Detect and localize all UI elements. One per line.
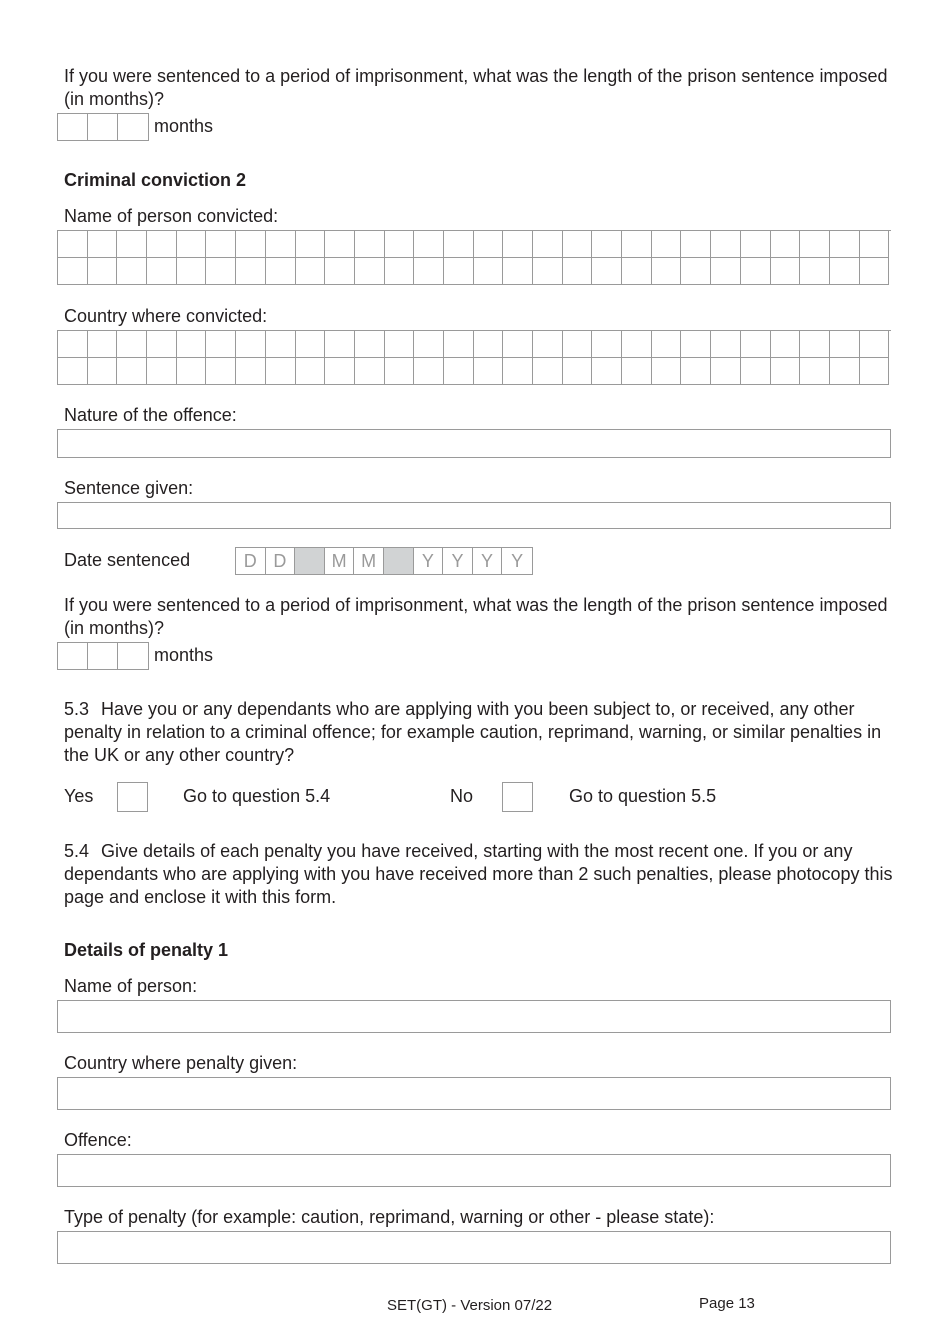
penalty-1-heading: Details of penalty 1 (64, 940, 229, 960)
penalty-type-field[interactable] (57, 1231, 891, 1264)
char-box[interactable] (117, 358, 147, 385)
char-box[interactable] (147, 331, 177, 358)
char-box[interactable] (58, 331, 88, 358)
date-separator (295, 548, 325, 574)
date-sentenced-label: Date sentenced (64, 550, 191, 570)
char-box[interactable] (177, 331, 207, 358)
char-box[interactable] (503, 331, 533, 358)
footer-version: SET(GT) - Version 07/22 (387, 1297, 553, 1314)
char-box[interactable] (325, 258, 355, 285)
char-box[interactable] (147, 358, 177, 385)
sentence-given-label: Sentence given: (64, 478, 194, 498)
char-box[interactable] (563, 231, 593, 258)
penalty-name-field[interactable] (57, 1000, 891, 1033)
char-box[interactable] (355, 231, 385, 258)
char-box[interactable] (117, 258, 147, 285)
question-5-3 (64, 698, 894, 767)
char-box[interactable] (296, 258, 326, 285)
char-box[interactable] (800, 331, 830, 358)
char-box[interactable] (355, 358, 385, 385)
char-box[interactable] (860, 358, 890, 385)
char-box[interactable] (58, 231, 88, 258)
char-box[interactable] (830, 258, 860, 285)
question-text: Have you or any dependants who are applying with you been subject to, or received, any other penalty in relation to a criminal offence; for example caution, reprimand, warning, or similar penalties in the UK or any other country? (64, 699, 882, 765)
char-box[interactable] (206, 331, 236, 358)
name-convicted-input-grid[interactable] (57, 230, 891, 285)
char-box[interactable] (325, 358, 355, 385)
char-box[interactable] (117, 231, 147, 258)
char-box[interactable] (533, 231, 563, 258)
date-digit[interactable]: Y (511, 551, 524, 571)
char-box[interactable] (147, 231, 177, 258)
prison-sentence-question-1: If you were sentenced to a period of imprisonment, what was the length of the prison sentence imposed (in months)? (64, 66, 888, 109)
char-box[interactable] (592, 331, 622, 358)
char-box[interactable] (830, 231, 860, 258)
date-digit[interactable]: Y (443, 548, 473, 574)
char-box[interactable] (711, 358, 741, 385)
char-box[interactable] (88, 358, 118, 385)
char-box[interactable] (681, 258, 711, 285)
conviction-2-heading: Criminal conviction 2 (64, 170, 247, 190)
char-box[interactable] (860, 331, 890, 358)
char-box[interactable] (800, 358, 830, 385)
char-box[interactable] (681, 331, 711, 358)
prison-sentence-question-2: If you were sentenced to a period of imprisonment, what was the length of the prison sentence imposed (in months)? (64, 595, 888, 638)
char-box[interactable] (681, 231, 711, 258)
char-box[interactable] (503, 258, 533, 285)
char-box[interactable] (771, 258, 801, 285)
name-convicted-label: Name of person convicted: (64, 206, 279, 226)
char-box[interactable] (58, 358, 88, 385)
char-box[interactable] (860, 231, 890, 258)
char-box[interactable] (385, 331, 415, 358)
char-box[interactable] (563, 358, 593, 385)
char-box[interactable] (533, 358, 563, 385)
char-box[interactable] (236, 331, 266, 358)
country-convicted-label: Country where convicted: (64, 306, 268, 326)
date-digit[interactable]: Y (473, 548, 503, 574)
char-box[interactable] (177, 258, 207, 285)
char-box[interactable] (474, 331, 504, 358)
char-box[interactable] (503, 358, 533, 385)
char-box[interactable] (711, 331, 741, 358)
char-box[interactable] (117, 331, 147, 358)
char-box[interactable] (266, 258, 296, 285)
footer-page-number: Page 13 (699, 1295, 755, 1312)
char-box[interactable] (236, 358, 266, 385)
date-digit[interactable]: D (266, 548, 296, 574)
char-box[interactable] (474, 258, 504, 285)
months-label-2: months (154, 645, 214, 665)
date-separator (384, 548, 414, 574)
char-box[interactable] (266, 358, 296, 385)
char-box[interactable] (830, 358, 860, 385)
char-box[interactable] (503, 231, 533, 258)
char-box[interactable] (355, 331, 385, 358)
char-box[interactable] (563, 258, 593, 285)
char-box[interactable] (266, 331, 296, 358)
char-box[interactable] (414, 258, 444, 285)
penalty-name-label: Name of person: (64, 976, 198, 996)
char-box[interactable] (533, 331, 563, 358)
char-box[interactable] (385, 231, 415, 258)
date-sentenced-input[interactable] (235, 547, 533, 575)
nature-offence-label: Nature of the offence: (64, 405, 237, 425)
char-box[interactable] (58, 258, 88, 285)
char-box[interactable] (622, 331, 652, 358)
char-box[interactable] (592, 231, 622, 258)
char-box[interactable] (177, 358, 207, 385)
char-box[interactable] (296, 331, 326, 358)
char-box[interactable] (771, 231, 801, 258)
char-box[interactable] (711, 231, 741, 258)
char-box[interactable] (88, 231, 118, 258)
penalty-offence-field[interactable] (57, 1154, 891, 1187)
char-box[interactable] (414, 231, 444, 258)
char-box[interactable] (711, 258, 741, 285)
char-box[interactable] (652, 231, 682, 258)
question-5-4 (64, 840, 894, 909)
nature-offence-field[interactable] (57, 429, 891, 458)
char-box[interactable] (355, 258, 385, 285)
char-box[interactable] (444, 231, 474, 258)
char-box[interactable] (385, 258, 415, 285)
char-box[interactable] (444, 331, 474, 358)
char-box[interactable] (296, 231, 326, 258)
char-box[interactable] (325, 331, 355, 358)
char-box[interactable] (236, 258, 266, 285)
char-box[interactable] (533, 258, 563, 285)
char-box[interactable] (652, 331, 682, 358)
char-box[interactable] (444, 258, 474, 285)
char-box[interactable] (414, 331, 444, 358)
char-box[interactable] (266, 231, 296, 258)
char-box[interactable] (592, 258, 622, 285)
char-box[interactable] (88, 331, 118, 358)
char-box[interactable] (622, 358, 652, 385)
char-box[interactable] (206, 231, 236, 258)
question-text: Give details of each penalty you have received, starting with the most recent one. If you or any dependants who are applying with you have received more than 2 such penalties, please photocopy this page and enclose it with this form. (64, 841, 893, 907)
char-box[interactable] (147, 258, 177, 285)
char-box[interactable] (860, 258, 890, 285)
char-box[interactable] (681, 358, 711, 385)
char-box[interactable] (771, 358, 801, 385)
char-box[interactable] (800, 231, 830, 258)
sentence-given-field[interactable] (57, 502, 891, 529)
char-box[interactable] (652, 258, 682, 285)
char-box[interactable] (325, 231, 355, 258)
prison-months-input-1[interactable] (57, 113, 149, 141)
char-box[interactable] (592, 358, 622, 385)
char-box[interactable] (206, 358, 236, 385)
yes-checkbox[interactable] (117, 782, 148, 812)
char-box[interactable] (88, 258, 118, 285)
question-number: 5.4 (64, 841, 90, 861)
char-box[interactable] (444, 358, 474, 385)
char-box[interactable] (830, 331, 860, 358)
no-goto-text: Go to question 5.5 (569, 786, 717, 806)
char-box[interactable] (741, 258, 771, 285)
date-digit[interactable]: M (354, 548, 384, 574)
penalty-country-field[interactable] (57, 1077, 891, 1110)
char-box[interactable] (177, 231, 207, 258)
char-box[interactable] (622, 258, 652, 285)
question-number: 5.3 (64, 699, 90, 719)
date-digit[interactable]: D (236, 548, 266, 574)
char-box[interactable] (474, 231, 504, 258)
char-box[interactable] (474, 358, 504, 385)
prison-months-input-2[interactable] (57, 642, 149, 670)
char-box[interactable] (771, 331, 801, 358)
penalty-offence-label: Offence: (64, 1130, 132, 1150)
char-box[interactable] (296, 358, 326, 385)
penalty-country-label: Country where penalty given: (64, 1053, 298, 1073)
no-label: No (450, 786, 474, 806)
char-box[interactable] (206, 258, 236, 285)
char-box[interactable] (652, 358, 682, 385)
char-box[interactable] (800, 258, 830, 285)
char-box[interactable] (622, 231, 652, 258)
char-box[interactable] (385, 358, 415, 385)
no-checkbox[interactable] (502, 782, 533, 812)
country-convicted-input-grid[interactable] (57, 330, 891, 385)
yes-goto-text: Go to question 5.4 (183, 786, 331, 806)
yes-label: Yes (64, 786, 94, 806)
date-digit[interactable]: Y (414, 548, 444, 574)
char-box[interactable] (563, 331, 593, 358)
char-box[interactable] (741, 358, 771, 385)
char-box[interactable] (236, 231, 266, 258)
char-box[interactable] (741, 231, 771, 258)
penalty-type-label: Type of penalty (for example: caution, reprimand, warning or other - please state): (64, 1207, 715, 1227)
months-label-1: months (154, 116, 214, 136)
date-digit[interactable]: M (325, 548, 355, 574)
char-box[interactable] (741, 331, 771, 358)
char-box[interactable] (414, 358, 444, 385)
